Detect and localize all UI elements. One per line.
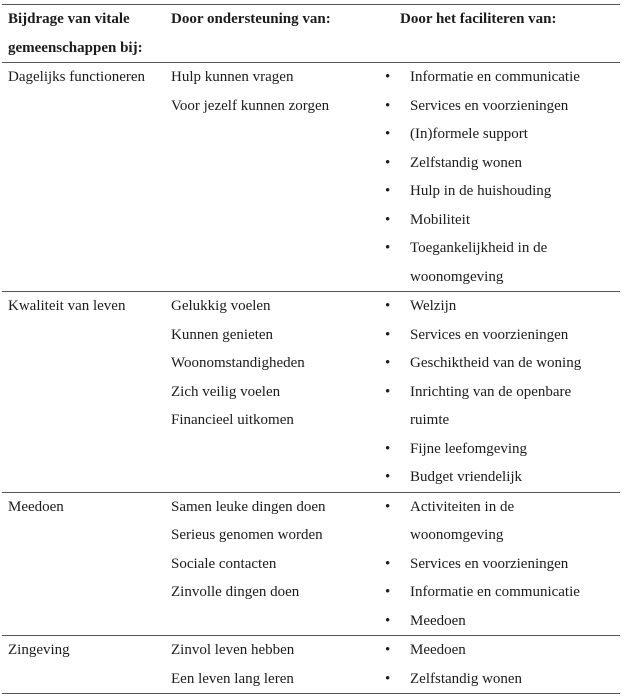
table-row — [2, 63, 620, 292]
bullet-icon: • — [385, 126, 391, 142]
row-title: Meedoen — [8, 498, 64, 515]
facilitate-item-label: Budget vriendelijk — [410, 469, 523, 485]
facilitate-item — [380, 665, 620, 694]
facilitate-item — [380, 493, 620, 550]
facilitate-item — [380, 607, 620, 636]
support-item: Voor jezelf kunnen zorgen — [171, 97, 330, 114]
facilitate-item — [380, 435, 620, 464]
facilitate-item — [380, 321, 620, 350]
row-title: Zingeving — [8, 642, 70, 658]
bullet-icon: • — [385, 612, 391, 629]
facilitate-list — [380, 493, 620, 636]
facilitate-item — [380, 149, 620, 178]
facilitate-item — [380, 292, 620, 321]
vital-communities-table — [2, 4, 620, 694]
support-item: Sociale contacten — [171, 555, 277, 572]
support-item: Zinvolle dingen doen — [171, 584, 300, 600]
table-row — [2, 636, 620, 694]
support-item: Zich veilig voelen — [171, 383, 281, 400]
support-item: Serieus genomen worden — [171, 527, 323, 543]
bullet-icon: • — [385, 670, 391, 687]
facilitate-item-label: Services en voorzieningen — [410, 555, 569, 572]
facilitate-item-label: Informatie en communicatie — [410, 69, 580, 85]
bullet-icon: • — [385, 183, 391, 199]
facilitate-item-label: Activiteiten in de woonomgeving — [410, 498, 515, 543]
table-row — [2, 292, 620, 493]
support-item: Zinvol leven hebben — [171, 642, 295, 658]
facilitate-item-label: Welzijn — [410, 298, 457, 314]
facilitate-item-label: Services en voorzieningen — [410, 97, 569, 114]
header-support: Door ondersteuning van: — [171, 11, 331, 27]
facilitate-item-label: Zelfstandig wonen — [410, 670, 523, 687]
bullet-icon: • — [385, 211, 391, 228]
facilitate-item — [380, 550, 620, 579]
facilitate-list — [380, 63, 620, 291]
support-item: Een leven lang leren — [171, 670, 294, 687]
row-title: Kwaliteit van leven — [8, 298, 126, 314]
facilitate-item-label: Informatie en communicatie — [410, 584, 580, 600]
facilitate-item — [380, 63, 620, 92]
bullet-icon: • — [385, 498, 391, 515]
facilitate-item — [380, 177, 620, 206]
facilitate-item — [380, 206, 620, 235]
support-item: Hulp kunnen vragen — [171, 69, 294, 85]
facilitate-item-label: Mobiliteit — [410, 211, 470, 228]
table-row — [2, 492, 620, 636]
facilitate-item — [380, 92, 620, 121]
bullet-icon: • — [385, 154, 391, 171]
bullet-icon: • — [385, 469, 391, 485]
facilitate-item-label: Geschiktheid van de woning — [410, 355, 582, 371]
header-contribution: Bijdrage van vitale gemeenschappen bij: — [8, 11, 143, 56]
facilitate-item — [380, 120, 620, 149]
bullet-icon: • — [385, 326, 391, 343]
facilitate-item — [380, 578, 620, 607]
bullet-icon: • — [385, 584, 391, 600]
facilitate-item-label: Hulp in de huishouding — [410, 183, 552, 199]
facilitate-list — [380, 636, 620, 693]
facilitate-item — [380, 349, 620, 378]
bullet-icon: • — [385, 642, 391, 658]
support-item: Woonomstandigheden — [171, 355, 305, 371]
facilitate-item-label: Inrichting van de openbare ruimte — [410, 383, 572, 428]
bullet-icon: • — [385, 440, 391, 457]
facilitate-item-label: Services en voorzieningen — [410, 326, 569, 343]
bullet-icon: • — [385, 240, 391, 256]
bullet-icon: • — [385, 355, 391, 371]
facilitate-item-label: Meedoen — [410, 612, 466, 629]
facilitate-item-label: Toegankelijkheid in de woonomgeving — [410, 240, 548, 285]
support-item: Gelukkig voelen — [171, 298, 271, 314]
facilitate-item — [380, 463, 620, 492]
table-header-row — [2, 5, 620, 63]
facilitate-item-label: (In)formele support — [410, 126, 528, 142]
facilitate-list — [380, 292, 620, 492]
support-item: Kunnen genieten — [171, 326, 274, 343]
bullet-icon: • — [385, 383, 391, 400]
facilitate-item-label: Zelfstandig wonen — [410, 154, 523, 171]
facilitate-item — [380, 378, 620, 435]
bullet-icon: • — [385, 69, 391, 85]
support-item: Samen leuke dingen doen — [171, 498, 326, 515]
facilitate-item-label: Fijne leefomgeving — [410, 440, 528, 457]
facilitate-item — [380, 636, 620, 665]
row-title: Dagelijks functioneren — [8, 69, 146, 85]
support-item: Financieel uitkomen — [171, 412, 294, 428]
header-facilitate: Door het faciliteren van: — [400, 11, 557, 27]
bullet-icon: • — [385, 298, 391, 314]
facilitate-item-label: Meedoen — [410, 642, 466, 658]
bullet-icon: • — [385, 555, 391, 572]
bullet-icon: • — [385, 97, 391, 114]
facilitate-item — [380, 234, 620, 291]
